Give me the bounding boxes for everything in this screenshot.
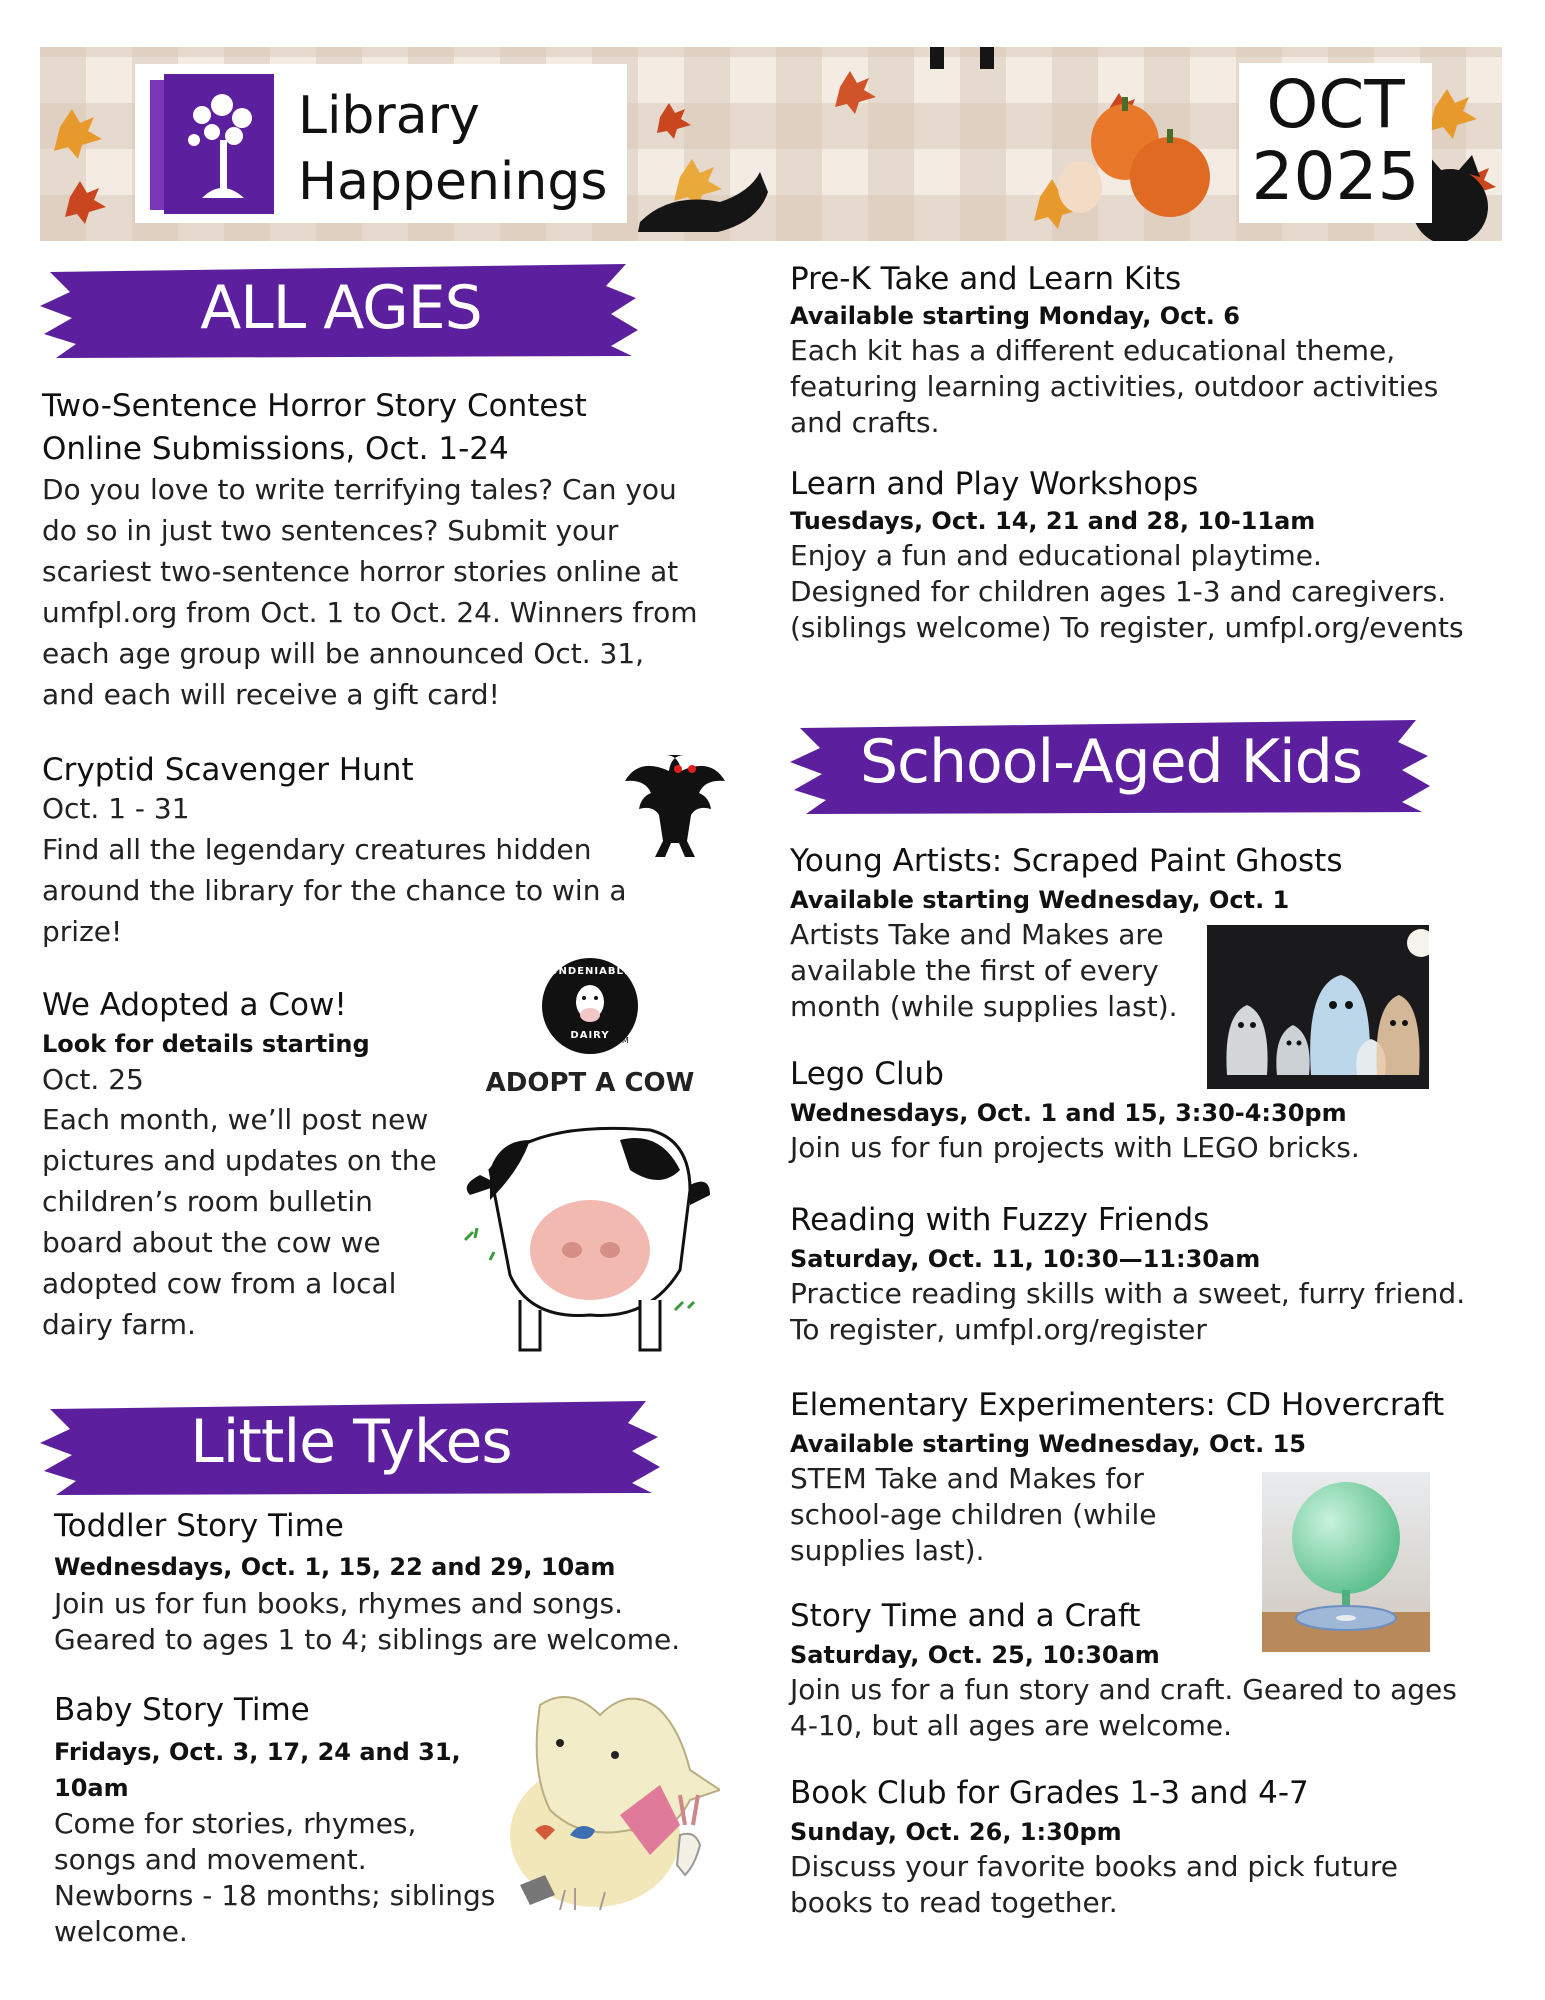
description-line: Each month, we’ll post new bbox=[42, 1103, 429, 1136]
event-description bbox=[790, 1276, 1510, 1348]
description-line: and each will receive a gift card! bbox=[42, 678, 500, 711]
description-line: Join us for fun projects with LEGO bricks. bbox=[790, 1131, 1360, 1164]
badge-top-text: UNDENIABLY bbox=[549, 966, 631, 977]
event-date: Fridays, Oct. 3, 17, 24 and 31, bbox=[54, 1738, 461, 1766]
event-date-line2: Oct. 25 bbox=[42, 1063, 144, 1096]
event-date: Saturday, Oct. 11, 10:30—11:30am bbox=[790, 1245, 1261, 1273]
description-line: umfpl.org from Oct. 1 to Oct. 24. Winners from bbox=[42, 596, 698, 629]
description-line: Artists Take and Makes are bbox=[790, 918, 1164, 951]
cow-face-icon bbox=[570, 982, 610, 1026]
description-line: adopted cow from a local bbox=[42, 1267, 397, 1300]
event-title: Book Club for Grades 1-3 and 4-7 bbox=[790, 1775, 1309, 1811]
event-title: Reading with Fuzzy Friends bbox=[790, 1202, 1210, 1238]
description-line: Do you love to write terrifying tales? Can you bbox=[42, 473, 677, 506]
description-line: children’s room bulletin bbox=[42, 1185, 373, 1218]
mothman-icon bbox=[625, 745, 745, 865]
description-line: Discuss your favorite books and pick future bbox=[790, 1850, 1398, 1883]
event-toddler-story-time bbox=[54, 1508, 734, 1658]
little-tykes-heading: Little Tykes bbox=[190, 1407, 512, 1477]
description-line: month (while supplies last). bbox=[790, 990, 1178, 1023]
description-line: pictures and updates on the bbox=[42, 1144, 437, 1177]
cow-illustration bbox=[460, 1110, 710, 1360]
issue-date bbox=[1239, 66, 1432, 215]
header-banner bbox=[40, 47, 1502, 241]
description-line: Newborns - 18 months; siblings bbox=[54, 1879, 496, 1912]
description-line: available the first of every bbox=[790, 954, 1159, 987]
event-date: Wednesdays, Oct. 1 and 15, 3:30-4:30pm bbox=[790, 1099, 1347, 1127]
event-description bbox=[790, 333, 1510, 441]
event-date: Wednesdays, Oct. 1, 15, 22 and 29, 10am bbox=[54, 1553, 616, 1581]
description-line: Each kit has a different educational theme, bbox=[790, 334, 1396, 367]
description-line: board about the cow we bbox=[42, 1226, 381, 1259]
description-line: books to read together. bbox=[790, 1886, 1118, 1919]
event-description bbox=[790, 1849, 1510, 1921]
event-adopted-cow bbox=[42, 987, 482, 1345]
event-title: Story Time and a Craft bbox=[790, 1598, 1141, 1634]
event-date: Available starting Wednesday, Oct. 15 bbox=[790, 1430, 1306, 1458]
event-story-time-craft bbox=[790, 1598, 1510, 1744]
description-line: do so in just two sentences? Submit your bbox=[42, 514, 619, 547]
issue-year: 2025 bbox=[1251, 138, 1420, 215]
event-date: Oct. 1 - 31 bbox=[42, 792, 190, 825]
description-line: school-age children (while bbox=[790, 1498, 1157, 1531]
adopt-a-cow-label: ADOPT A COW bbox=[485, 1068, 695, 1098]
description-line: scariest two-sentence horror stories online at bbox=[42, 555, 679, 588]
description-line: Geared to ages 1 to 4; siblings are welcome. bbox=[54, 1623, 681, 1656]
event-description bbox=[42, 1099, 482, 1345]
event-date: Saturday, Oct. 25, 10:30am bbox=[790, 1641, 1160, 1669]
event-lego-club bbox=[790, 1056, 1510, 1166]
event-date: Sunday, Oct. 26, 1:30pm bbox=[790, 1818, 1122, 1846]
description-line: Designed for children ages 1-3 and caregivers. bbox=[790, 575, 1447, 608]
event-title: Cryptid Scavenger Hunt bbox=[42, 752, 414, 788]
event-title: We Adopted a Cow! bbox=[42, 987, 347, 1023]
badge-bottom-text: DAIRY bbox=[570, 1030, 610, 1041]
description-line: (siblings welcome) To register, umfpl.org/events bbox=[790, 611, 1464, 644]
event-fuzzy-friends bbox=[790, 1202, 1510, 1348]
event-title: Lego Club bbox=[790, 1056, 944, 1092]
event-learn-and-play bbox=[790, 466, 1510, 646]
banner-title bbox=[298, 83, 607, 215]
event-horror-contest bbox=[42, 388, 722, 715]
event-baby-story-time bbox=[54, 1692, 514, 1950]
library-tree-logo bbox=[142, 70, 282, 218]
description-line: supplies last). bbox=[790, 1534, 985, 1567]
banner-title-line1: Library bbox=[298, 86, 480, 146]
event-description bbox=[790, 1672, 1510, 1744]
event-book-club bbox=[790, 1775, 1510, 1921]
description-line: songs and movement. bbox=[54, 1843, 367, 1876]
event-date: Available starting Monday, Oct. 6 bbox=[790, 302, 1240, 330]
event-title: Baby Story Time bbox=[54, 1692, 310, 1728]
all-ages-heading: ALL AGES bbox=[200, 273, 482, 343]
issue-month: OCT bbox=[1266, 66, 1405, 143]
event-title: Young Artists: Scraped Paint Ghosts bbox=[790, 843, 1343, 879]
event-title: Two-Sentence Horror Story Contest bbox=[42, 388, 587, 424]
school-aged-heading: School-Aged Kids bbox=[859, 727, 1363, 797]
storybook-animals-illustration bbox=[500, 1685, 720, 1915]
description-line: Enjoy a fun and educational playtime. bbox=[790, 539, 1322, 572]
description-line: Join us for fun books, rhymes and songs. bbox=[54, 1587, 623, 1620]
event-date-line2: 10am bbox=[54, 1774, 129, 1802]
description-line: dairy farm. bbox=[42, 1308, 196, 1341]
description-line: prize! bbox=[42, 915, 123, 948]
trademark-mark: TM bbox=[617, 1036, 629, 1045]
event-date: Tuesdays, Oct. 14, 21 and 28, 10-11am bbox=[790, 507, 1316, 535]
banner-title-line2: Happenings bbox=[298, 152, 608, 212]
event-description bbox=[54, 1806, 514, 1950]
event-description bbox=[42, 829, 662, 952]
description-line: Join us for a fun story and craft. Geared to ages bbox=[790, 1673, 1457, 1706]
event-title: Learn and Play Workshops bbox=[790, 466, 1199, 502]
event-cryptid-hunt bbox=[42, 752, 662, 952]
description-line: STEM Take and Makes for bbox=[790, 1462, 1144, 1495]
event-title: Elementary Experimenters: CD Hovercraft bbox=[790, 1387, 1445, 1423]
description-line: Practice reading skills with a sweet, furry friend. bbox=[790, 1277, 1466, 1310]
description-line: around the library for the chance to win a bbox=[42, 874, 627, 907]
description-line: welcome. bbox=[54, 1915, 188, 1948]
description-line: To register, umfpl.org/register bbox=[790, 1313, 1207, 1346]
event-date: Available starting Wednesday, Oct. 1 bbox=[790, 886, 1290, 914]
event-title: Pre-K Take and Learn Kits bbox=[790, 261, 1182, 297]
description-line: featuring learning activities, outdoor activities bbox=[790, 370, 1439, 403]
event-prek-kits bbox=[790, 261, 1510, 441]
event-description bbox=[790, 538, 1510, 646]
description-line: 4-10, but all ages are welcome. bbox=[790, 1709, 1233, 1742]
description-line: and crafts. bbox=[790, 406, 940, 439]
description-line: Come for stories, rhymes, bbox=[54, 1807, 417, 1840]
event-description bbox=[54, 1586, 734, 1658]
event-description bbox=[790, 1130, 1510, 1166]
event-title: Toddler Story Time bbox=[54, 1508, 344, 1544]
event-description bbox=[42, 469, 722, 715]
event-subtitle: Online Submissions, Oct. 1-24 bbox=[42, 431, 509, 467]
description-line: each age group will be announced Oct. 31, bbox=[42, 637, 645, 670]
event-date: Look for details starting bbox=[42, 1030, 370, 1058]
description-line: Find all the legendary creatures hidden bbox=[42, 833, 592, 866]
